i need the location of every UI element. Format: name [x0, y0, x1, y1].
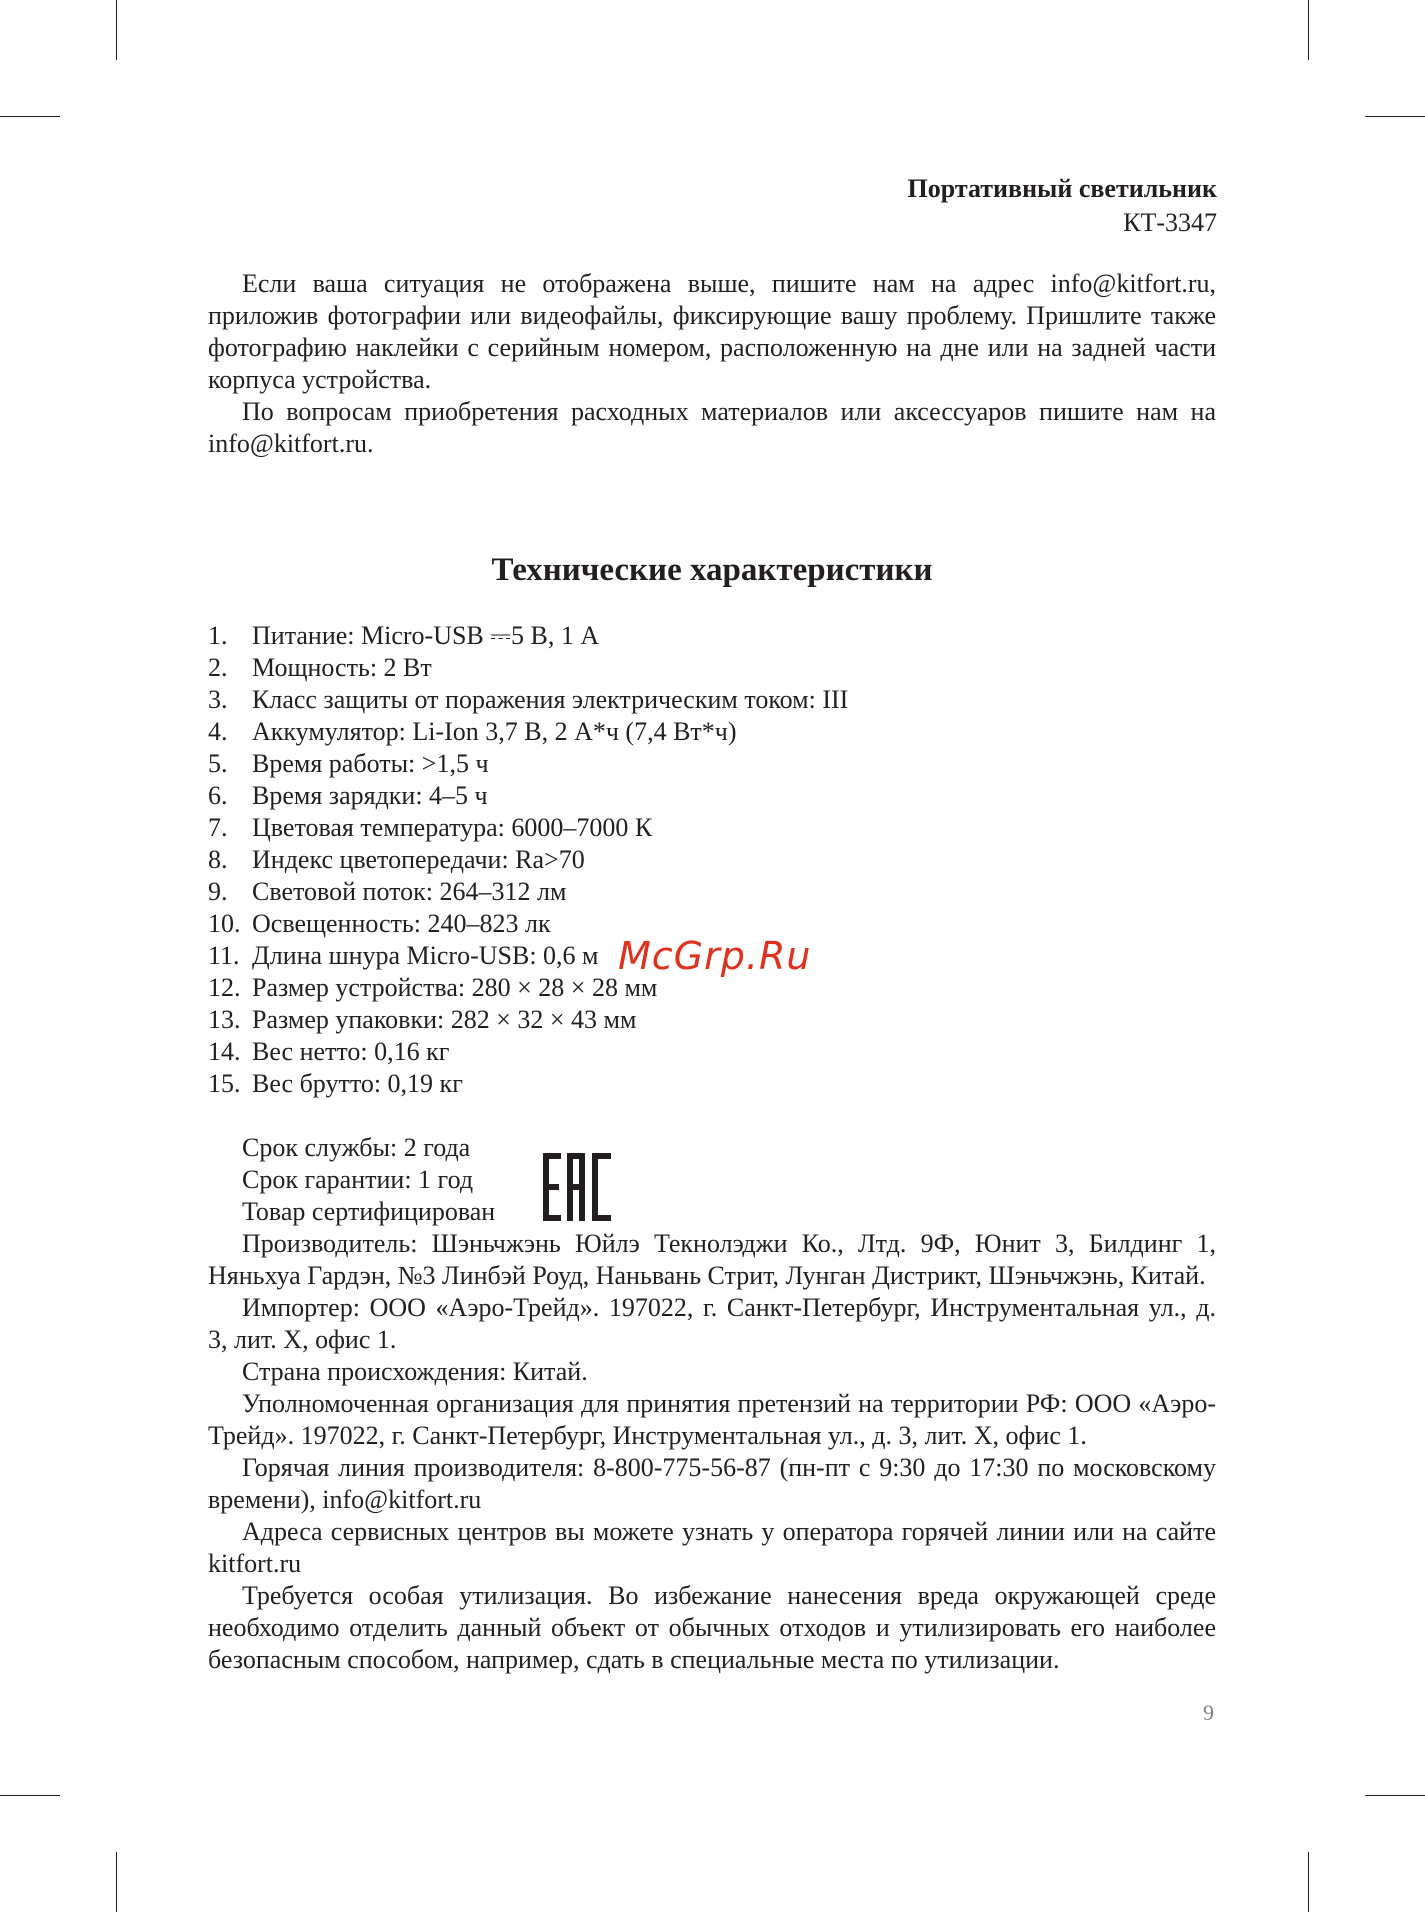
spec-item	[208, 844, 848, 876]
spec-text: Освещенность: 240–823 лк	[252, 909, 551, 938]
details-paragraph: Производитель: Шэньчжэнь Юйлэ Текнолэджи Ко., Лтд. 9Ф, Юнит 3, Билдинг 1, Няньхуа Гардэн, №3 Линбэй Роуд, Наньвань Стрит, Лунган Дистрикт, Шэньчжэнь, Китай.	[208, 1229, 1216, 1290]
details-paragraph: Адреса сервисных центров вы можете узнать у оператора горячей линии или на сайте kitfort.ru	[208, 1517, 1216, 1578]
spec-number: 10.	[208, 909, 241, 938]
details-paragraph: Требуется особая утилизация. Во избежание нанесения вреда окружающей среде необходимо отделить данный объект от обычных отходов и утилизировать его наиболее безопасным способом, например, сдать в специальные места по утилизации.	[208, 1581, 1216, 1674]
intro-paragraph: По вопросам приобретения расходных материалов или аксессуаров пишите нам на info@kitfort.ru.	[208, 397, 1216, 458]
crop-mark	[116, 0, 117, 60]
spec-item	[208, 1036, 848, 1068]
spec-number: 12.	[208, 973, 241, 1002]
details-paragraph: Страна происхождения: Китай.	[242, 1357, 588, 1386]
spec-number: 8.	[208, 845, 228, 874]
crop-mark	[0, 116, 60, 117]
crop-mark	[1365, 116, 1425, 117]
spec-number: 13.	[208, 1005, 241, 1034]
spec-text: Длина шнура Micro-USB: 0,6 м	[252, 941, 599, 970]
details-paragraph: Уполномоченная организация для принятия претензий на территории РФ: ООО «Аэро-Трейд». 197022, г. Санкт-Петербург, Инструментальная ул., д. 3, лит. Х, офис 1.	[208, 1389, 1216, 1450]
spec-number: 7.	[208, 813, 228, 842]
service-life: Срок службы: 2 года	[242, 1133, 471, 1162]
spec-item	[208, 876, 848, 908]
spec-number: 2.	[208, 653, 228, 682]
crop-mark	[0, 1795, 60, 1796]
product-model: КТ-3347	[1123, 208, 1217, 237]
intro-text	[208, 268, 1216, 460]
page-header	[908, 172, 1217, 240]
spec-item	[208, 812, 848, 844]
spec-number: 1.	[208, 621, 228, 650]
spec-text: Размер упаковки: 282 × 32 × 43 мм	[252, 1005, 637, 1034]
crop-mark	[1308, 0, 1309, 60]
spec-text: Индекс цветопередачи: Ra>70	[252, 845, 585, 874]
spec-text: Световой поток: 264–312 лм	[252, 877, 567, 906]
spec-text: Вес нетто: 0,16 кг	[252, 1037, 450, 1066]
spec-item	[208, 652, 848, 684]
spec-item	[208, 1004, 848, 1036]
intro-paragraph: Если ваша ситуация не отображена выше, пишите нам на адрес info@kitfort.ru, приложив фотографии или видеофайлы, фиксирующие вашу проблему. Пришлите также фотографию наклейки с серийным номером, расположенную на дне или на задней части корпуса устройства.	[208, 269, 1216, 394]
page-number: 9	[1203, 1700, 1214, 1725]
spec-text: Класс защиты от поражения электрическим током: III	[252, 685, 849, 714]
spec-number: 9.	[208, 877, 228, 906]
manufacturer-details	[208, 1228, 1216, 1676]
section-title: Технические характеристики	[491, 552, 933, 588]
spec-item	[208, 620, 848, 652]
spec-number: 3.	[208, 685, 228, 714]
service-info	[242, 1132, 495, 1228]
spec-text: Размер устройства: 280 × 28 × 28 мм	[252, 973, 658, 1002]
details-paragraph: Горячая линия производителя: 8-800-775-56-87 (пн-пт с 9:30 до 17:30 по московскому времени), info@kitfort.ru	[208, 1453, 1216, 1514]
spec-item	[208, 748, 848, 780]
spec-item	[208, 716, 848, 748]
eac-certification-mark	[543, 1153, 611, 1221]
spec-item	[208, 684, 848, 716]
spec-number: 6.	[208, 781, 228, 810]
spec-item	[208, 1068, 848, 1100]
spec-number: 15.	[208, 1069, 241, 1098]
specs-list	[208, 620, 848, 1100]
spec-number: 11.	[208, 941, 240, 970]
spec-number: 4.	[208, 717, 228, 746]
watermark: McGrp.Ru	[618, 934, 812, 978]
spec-number: 14.	[208, 1037, 241, 1066]
spec-text: Цветовая температура: 6000–7000 К	[252, 813, 653, 842]
details-paragraph: Импортер: ООО «Аэро-Трейд». 197022, г. Санкт-Петербург, Инструментальная ул., д. 3, лит. Х, офис 1.	[208, 1293, 1216, 1354]
spec-text: Аккумулятор: Li-Ion 3,7 В, 2 А*ч (7,4 Вт*ч)	[252, 717, 737, 746]
certification-note: Товар сертифицирован	[242, 1197, 496, 1226]
spec-item	[208, 780, 848, 812]
crop-mark	[116, 1852, 117, 1912]
product-title: Портативный светильник	[907, 174, 1217, 203]
spec-text: Время зарядки: 4–5 ч	[252, 781, 488, 810]
warranty-period: Срок гарантии: 1 год	[242, 1165, 474, 1194]
spec-text: Время работы: >1,5 ч	[252, 749, 489, 778]
crop-mark	[1365, 1795, 1425, 1796]
spec-number: 5.	[208, 749, 228, 778]
spec-text: Питание: Micro-USB ⎓5 В, 1 А	[252, 621, 600, 650]
spec-text: Вес брутто: 0,19 кг	[252, 1069, 463, 1098]
spec-text: Мощность: 2 Вт	[252, 653, 432, 682]
crop-mark	[1308, 1852, 1309, 1912]
